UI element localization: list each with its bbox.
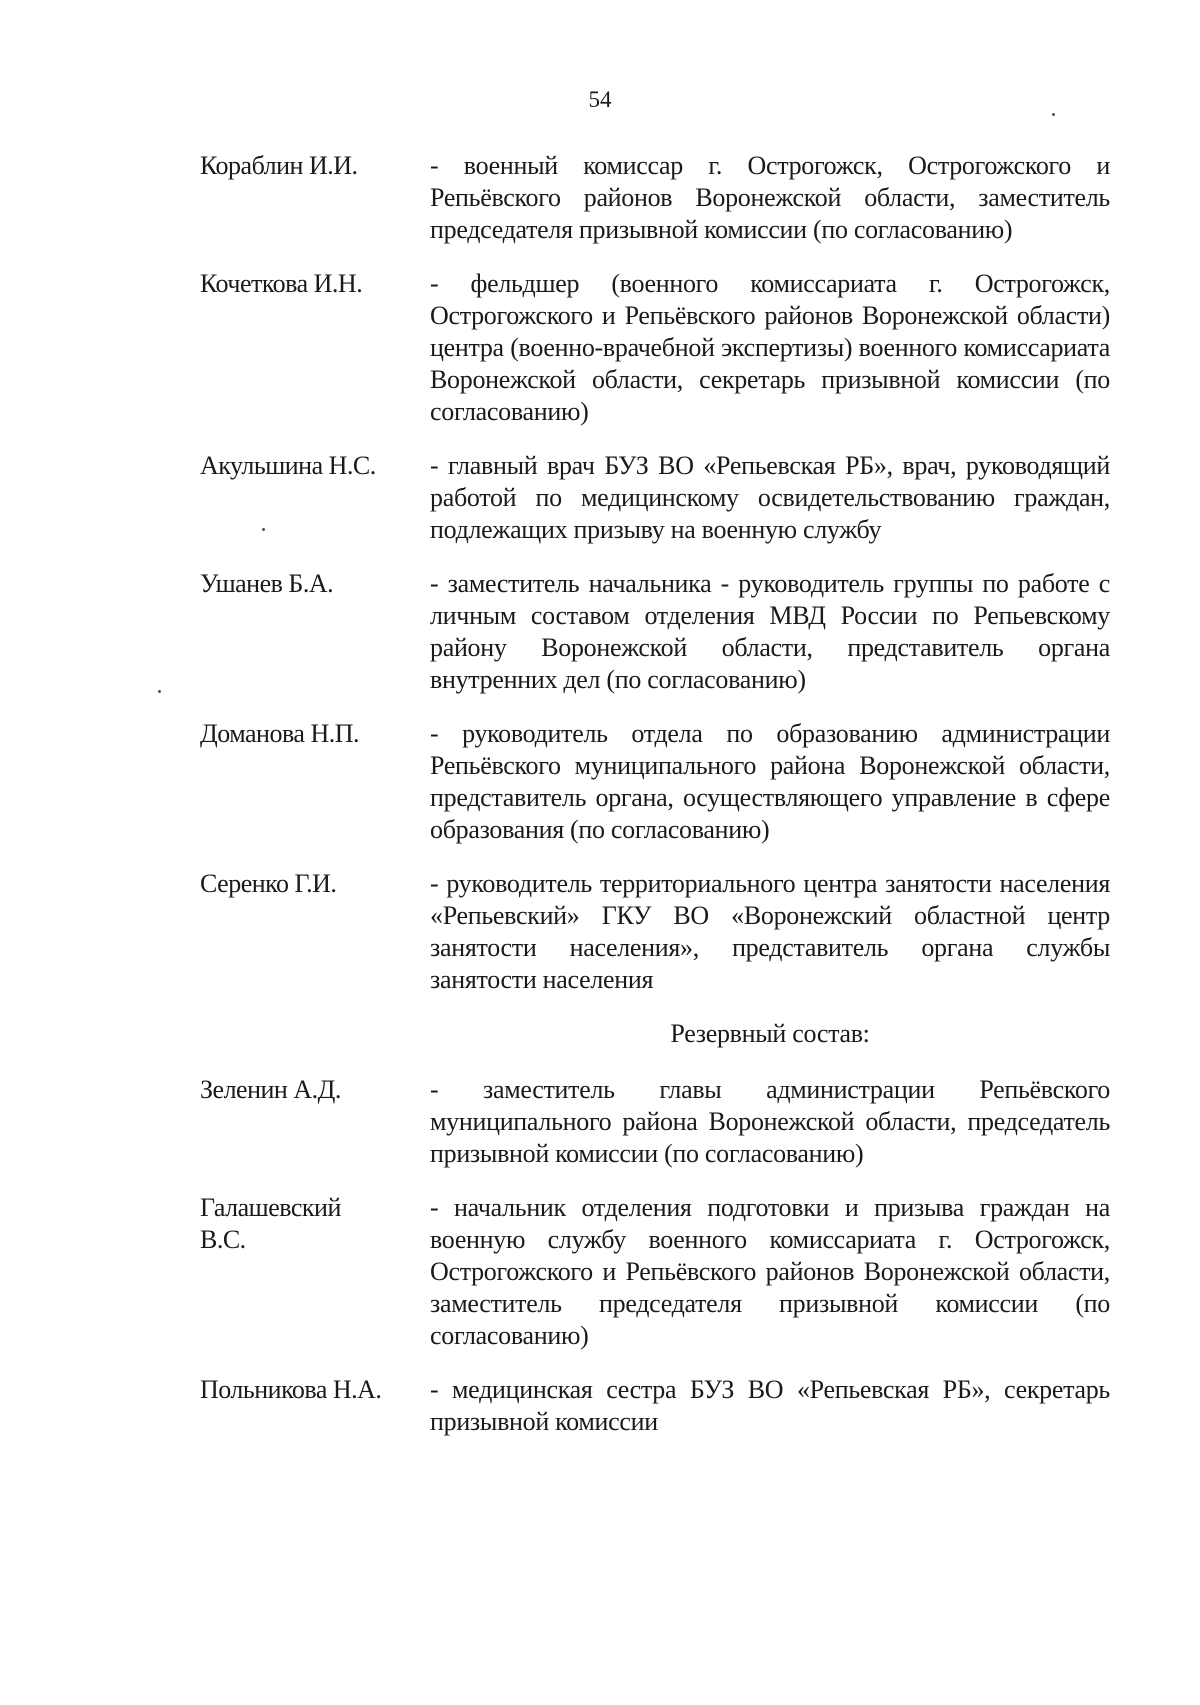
member-name: Кочеткова И.Н. <box>200 269 363 298</box>
scan-speck <box>158 690 161 693</box>
member-entry <box>200 450 1110 546</box>
member-description: - руководитель отдела по образованию администрации Репьёвского муниципального района Воронежской области, представитель органа, осуществляющего управление в сфере образования (по согласованию) <box>430 719 1110 844</box>
reserve-member-entry <box>200 1192 1110 1352</box>
member-name: Акульшина Н.С. <box>200 451 376 480</box>
member-name: Польникова Н.А. <box>200 1375 382 1404</box>
member-description: - медицинская сестра БУЗ ВО «Репьевская РБ», секретарь призывной комиссии <box>430 1375 1110 1436</box>
member-name: Доманова Н.П. <box>200 719 359 748</box>
member-entry <box>200 150 1110 246</box>
member-description: - руководитель территориального центра занятости населения «Репьевский» ГКУ ВО «Воронежский областной центр занятости населения», представитель органа службы занятости населения <box>430 869 1110 994</box>
commission-list <box>200 150 1110 1460</box>
member-name: Серенко Г.И. <box>200 869 337 898</box>
page-number: 54 <box>588 87 612 112</box>
reserve-member-entry <box>200 1374 1110 1438</box>
member-entry <box>200 268 1110 428</box>
member-description: - начальник отделения подготовки и призыва граждан на военную службу военного комиссариата г. Острогожск, Острогожского и Репьёвского районов Воронежской области, заместитель председателя призывной комиссии (по согласованию) <box>430 1193 1110 1350</box>
reserve-heading: Резервный состав: <box>670 1019 870 1048</box>
member-name: Кораблин И.И. <box>200 151 358 180</box>
reserve-member-entry <box>200 1074 1110 1170</box>
member-name: Галашевский В.С. <box>200 1193 341 1254</box>
member-description: - фельдшер (военного комиссариата г. Острогожск, Острогожского и Репьёвского районов Воронежской области) центра (военно-врачебной экспертизы) военного комиссариата Воронежской области, секретарь призывной комиссии (по согласованию) <box>430 269 1110 426</box>
member-entry <box>200 718 1110 846</box>
member-description: - заместитель начальника - руководитель группы по работе с личным составом отделения МВД России по Репьевскому району Воронежской области, представитель органа внутренних дел (по согласованию) <box>430 569 1110 694</box>
member-name: Зеленин А.Д. <box>200 1075 341 1104</box>
member-entry <box>200 868 1110 996</box>
member-description: - военный комиссар г. Острогожск, Острогожского и Репьёвского районов Воронежской области, заместитель председателя призывной комиссии (по согласованию) <box>430 151 1110 244</box>
member-description: - заместитель главы администрации Репьёвского муниципального района Воронежской области, председатель призывной комиссии (по согласованию) <box>430 1075 1110 1168</box>
member-name: Ушанев Б.А. <box>200 569 334 598</box>
scan-speck <box>1052 113 1055 116</box>
member-entry <box>200 568 1110 696</box>
member-description: - главный врач БУЗ ВО «Репьевская РБ», врач, руководящий работой по медицинскому освидетельствованию граждан, подлежащих призыву на военную службу <box>430 451 1110 544</box>
